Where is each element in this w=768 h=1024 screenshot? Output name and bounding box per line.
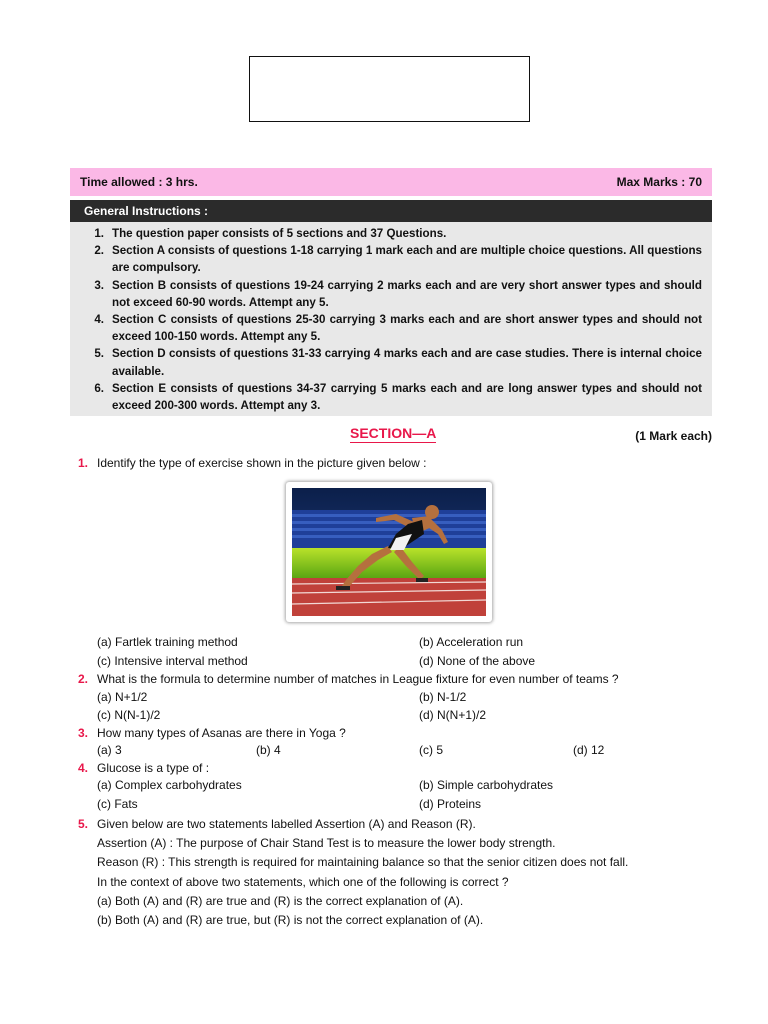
time-allowed: Time allowed : 3 hrs. [80,175,198,189]
instruction-item: 6. Section E consists of questions 34-37 carrying 5 marks each and are long answer types and should not exceed 200-300 words. Attempt any 3. [94,381,702,413]
blank-header-box [249,56,530,122]
option-b: (b) Simple carbohydrates [419,778,554,792]
question-prompt: In the context of above two statements, which one of the following is correct ? [97,875,509,889]
question-text: Identify the type of exercise shown in the picture given below : [97,456,427,470]
sprinter-image [292,488,486,616]
instructions-list [80,225,702,414]
option-a: (a) Complex carbohydrates [97,778,242,792]
instruction-item: 4. Section C consists of questions 25-30 carrying 3 marks each and are short answer types and should not exceed 100-150 words. Attempt any 5. [94,313,702,344]
option-c: (c) Fats [97,797,138,811]
reason-text: Reason (R) : This strength is required for maintaining balance so that the senior citizen does not fall. [97,855,629,869]
instruction-item: 5. Section D consists of questions 31-33 carrying 4 marks each and are case studies. There is internal choice available. [94,347,702,378]
question-number: 2. [78,672,89,686]
question-text: What is the formula to determine number of matches in League fixture for even number of teams ? [97,672,619,686]
general-instructions-title: General Instructions : [70,200,712,222]
instruction-item: 1. The question paper consists of 5 sections and 37 Questions. [94,227,447,240]
question-number: 4. [78,761,89,775]
marks-note: (1 Mark each) [635,429,712,443]
option-b: (b) Both (A) and (R) are true, but (R) is not the correct explanation of (A). [97,913,484,927]
question-number: 5. [78,817,89,831]
option-a: (a) Fartlek training method [97,635,238,649]
option-a: (a) 3 [97,743,122,757]
option-c: (c) N(N-1)/2 [97,708,161,722]
option-b: (b) 4 [256,743,281,757]
option-d: (d) None of the above [419,654,536,668]
question-number: 1. [78,456,89,470]
option-c: (c) 5 [419,743,443,757]
instruction-item: 3. Section B consists of questions 19-24 carrying 2 marks each and are very short answer types and should not exceed 60-90 words. Attempt any 5. [94,278,702,309]
question-text: How many types of Asanas are there in Yoga ? [97,726,346,740]
option-b: (b) Acceleration run [419,635,524,649]
question-number: 3. [78,726,89,740]
section-title: SECTION—A [350,425,437,441]
assertion-text: Assertion (A) : The purpose of Chair Stand Test is to measure the lower body strength. [97,836,556,850]
time-marks-bar [70,168,712,196]
option-d: (d) 12 [573,743,605,757]
option-d: (d) Proteins [419,797,482,811]
option-d: (d) N(N+1)/2 [419,708,487,722]
option-b: (b) N-1/2 [419,690,467,704]
option-c: (c) Intensive interval method [97,654,248,668]
general-instructions-body [70,222,712,416]
sprinter-photo [286,482,492,622]
option-a: (a) N+1/2 [97,690,148,704]
max-marks: Max Marks : 70 [616,175,702,189]
instruction-item: 2. Section A consists of questions 1-18 carrying 1 mark each and are multiple choice questions. All questions are compulsory. [94,244,702,275]
question-text: Glucose is a type of : [97,761,210,775]
option-a: (a) Both (A) and (R) are true and (R) is the correct explanation of (A). [97,894,464,908]
question-text: Given below are two statements labelled Assertion (A) and Reason (R). [97,817,476,831]
